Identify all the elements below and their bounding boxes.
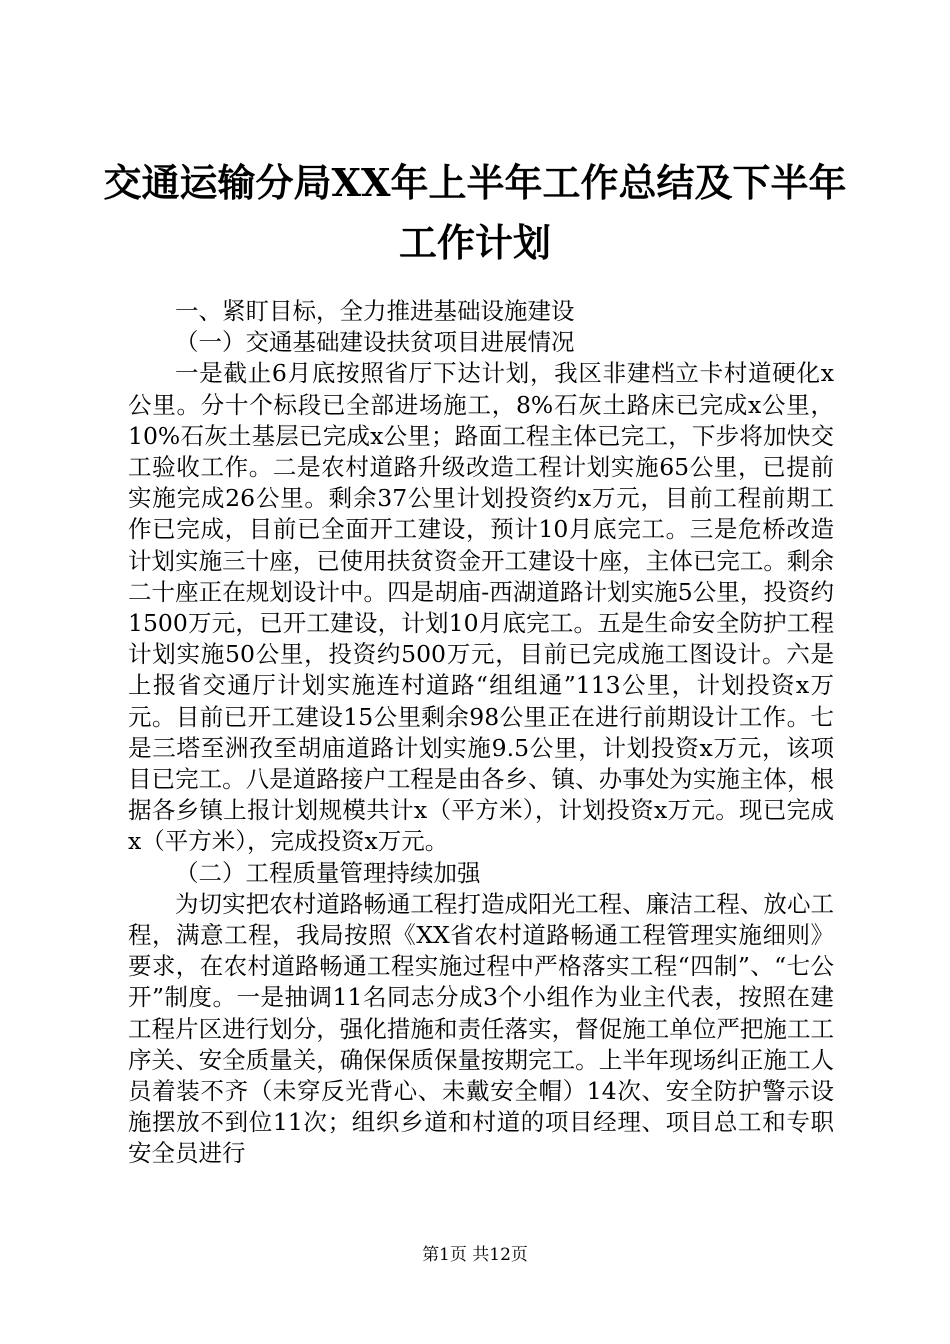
page-footer: 第1页 共12页 — [422, 1245, 528, 1265]
section-heading: 一、紧盯目标，全力推进基础设施建设 — [175, 297, 575, 325]
document-title-line-2: 工作计划 — [398, 220, 551, 265]
subsection-heading: （二）工程质量管理持续加强 — [175, 858, 481, 887]
document-body — [128, 296, 834, 1170]
subsection-heading: （一）交通基础建设扶贫项目进展情况 — [175, 328, 575, 357]
document-title-line-1: 交通运输分局XX年上半年工作总结及下半年 — [103, 160, 847, 205]
body-paragraph: 为切实把农村道路畅通工程打造成阳光工程、廉洁工程、放心工程，满意工程，我局按照《XX省农村道路畅通工程管理实施细则》要求，在农村道路畅通工程实施过程中严格落实工程“四制”、“七公开”制度。一是抽调11名同志分成3个小组作为业主代表，按照在建工程片区进行划分，强化措施和责任落实，督促施工单位严把施工工序关、安全质量关，确保保质保量按期完工。上半年现场纠正施工人员着装不齐（未穿反光背心、未戴安全帽）14次、安全防护警示设施摆放不到位11次；组织乡道和村道的项目经理、项目总工和专职安全员进行 — [128, 889, 834, 1168]
body-paragraph: 一是截止6月底按照省厅下达计划，我区非建档立卡村道硬化x公里。分十个标段已全部进场施工，8%石灰土路床已完成x公里，10%石灰土基层已完成x公里；路面工程主体已完工，下步将加快交工验收工作。二是农村道路升级改造工程计划实施65公里，已提前实施完成26公里。剩余37公里计划投资约x万元，目前工程前期工作已完成，目前已全面开工建设，预计10月底完工。三是危桥改造计划实施三十座，已使用扶贫资金开工建设十座，主体已完工。剩余二十座正在规划设计中。四是胡庙-西湖道路计划实施5公里，投资约1500万元，已开工建设，计划10月底完工。五是生命安全防护工程计划实施50公里，投资约500万元，目前已完成施工图设计。六是上报省交通厅计划实施连村道路“组组通”113公里，计划投资x万元。目前已开工建设15公里剩余98公里正在进行前期设计工作。七是三塔至洲孜至胡庙道路计划实施9.5公里，计划投资x万元，该项目已完工。八是道路接户工程是由各乡、镇、办事处为实施主体，根据各乡镇上报计划规模共计x（平方米），计划投资x万元。现已完成x（平方米），完成投资x万元。 — [128, 359, 834, 856]
